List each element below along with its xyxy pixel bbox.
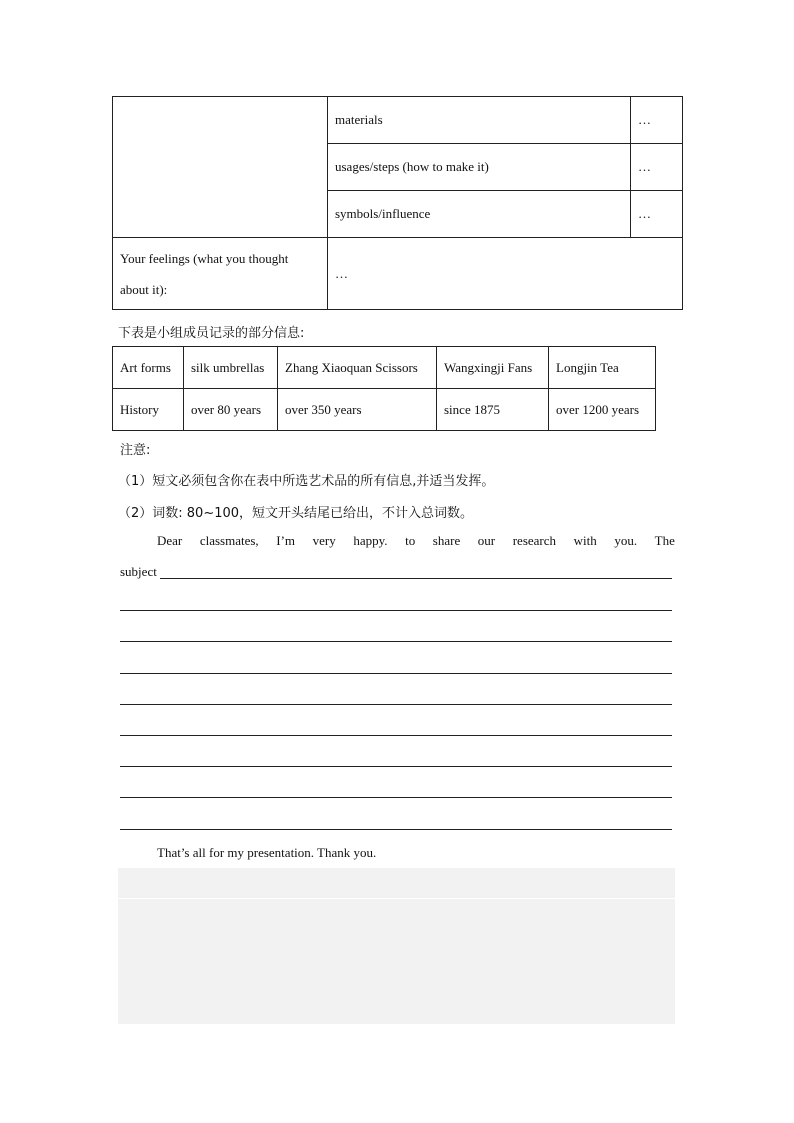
art-form-cell: Longjin Tea xyxy=(549,347,656,389)
opening-word: I’m xyxy=(276,533,296,548)
history-cell: over 350 years xyxy=(278,389,437,431)
writing-line[interactable] xyxy=(120,610,672,611)
history-cell: since 1875 xyxy=(437,389,549,431)
opening-word: our xyxy=(477,533,496,548)
writing-line[interactable] xyxy=(120,673,672,674)
history-cell: over 80 years xyxy=(184,389,278,431)
writing-line[interactable] xyxy=(120,766,672,767)
art-form-cell: Wangxingji Fans xyxy=(437,347,549,389)
writing-line[interactable] xyxy=(120,704,672,705)
info-intro: 下表是小组成员记录的部分信息: xyxy=(118,326,305,341)
notes-title: 注意: xyxy=(120,443,151,458)
outline-value: … xyxy=(631,144,683,191)
opening-word: research xyxy=(512,533,557,548)
feelings-value: … xyxy=(328,238,683,310)
opening-word: happy. xyxy=(353,533,388,548)
outline-label: materials xyxy=(328,97,631,144)
writing-line[interactable] xyxy=(120,829,672,830)
outline-label: symbols/influence xyxy=(328,191,631,238)
outline-value: … xyxy=(631,97,683,144)
opening-word: you. xyxy=(614,533,638,548)
footer-shaded-box xyxy=(118,868,675,1024)
note-item: （2）词数: 80~100，短文开头结尾已给出，不计入总词数。 xyxy=(118,506,474,521)
art-form-cell: Zhang Xiaoquan Scissors xyxy=(278,347,437,389)
essay-closing: That’s all for my presentation. Thank you. xyxy=(157,845,377,860)
opening-word: very xyxy=(312,533,336,548)
essay-opening xyxy=(157,533,675,549)
subject-word: subject xyxy=(120,564,157,579)
history-header: History xyxy=(113,389,184,431)
feelings-label: Your feelings (what you thought about it): xyxy=(113,238,328,310)
opening-word: to xyxy=(405,533,416,548)
outline-table xyxy=(112,96,683,310)
opening-word: classmates, xyxy=(199,533,259,548)
footer-divider xyxy=(118,898,675,899)
outline-label: usages/steps (how to make it) xyxy=(328,144,631,191)
outline-blank-cell xyxy=(113,97,328,238)
note-item: （1）短文必须包含你在表中所选艺术品的所有信息,并适当发挥。 xyxy=(118,474,495,489)
art-forms-header: Art forms xyxy=(113,347,184,389)
opening-word: share xyxy=(432,533,461,548)
writing-line[interactable] xyxy=(160,578,672,579)
writing-line[interactable] xyxy=(120,797,672,798)
art-forms-table xyxy=(112,346,656,431)
writing-line[interactable] xyxy=(120,641,672,642)
history-cell: over 1200 years xyxy=(549,389,656,431)
writing-line[interactable] xyxy=(120,735,672,736)
outline-value: … xyxy=(631,191,683,238)
opening-word: with xyxy=(573,533,597,548)
opening-word: The xyxy=(654,533,675,548)
opening-word: Dear xyxy=(157,533,183,548)
art-form-cell: silk umbrellas xyxy=(184,347,278,389)
